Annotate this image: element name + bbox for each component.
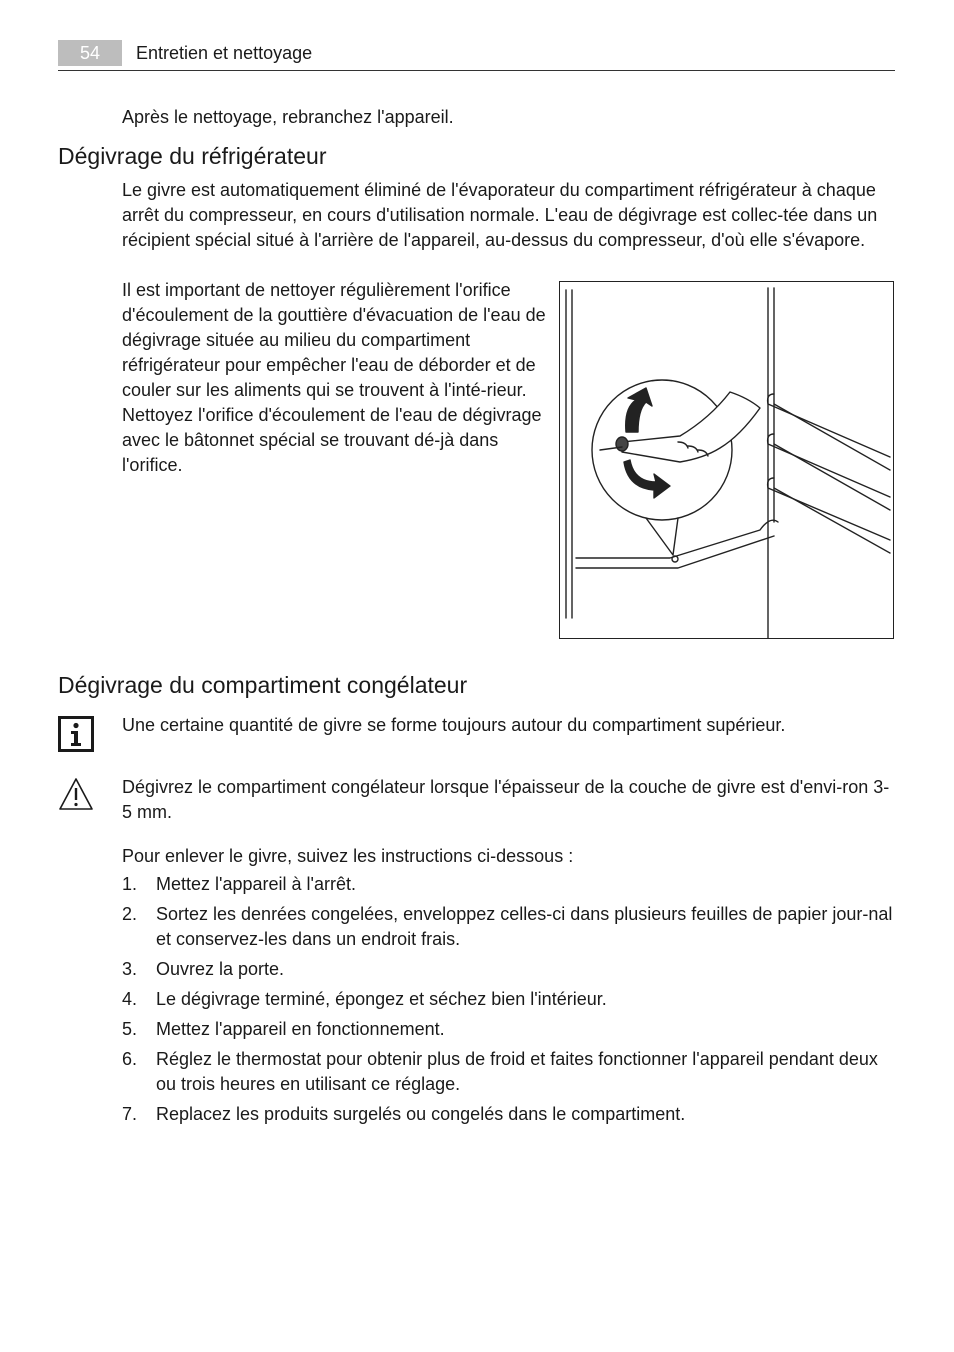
defrost-drain-illustration — [559, 281, 894, 639]
info-note-text: Une certaine quantité de givre se forme toujours autour du compartiment supérieur. — [122, 715, 786, 735]
step-number: 5. — [122, 1019, 138, 1039]
page-number: 54 — [58, 40, 122, 66]
list-item — [122, 1047, 894, 1097]
header-section-title: Entretien et nettoyage — [136, 43, 313, 63]
step-text: Mettez l'appareil en fonctionnement. — [156, 1019, 445, 1039]
step-number: 2. — [122, 904, 138, 924]
step-number: 3. — [122, 959, 138, 979]
step-number: 7. — [122, 1104, 138, 1124]
step-number: 6. — [122, 1049, 138, 1069]
step-text: Sortez les denrées congelées, enveloppez celles-ci dans plusieurs feuilles de papier jour-nal et conservez-les dans un endroit frais. — [156, 904, 893, 949]
list-item — [122, 1017, 894, 1042]
header-divider — [58, 70, 895, 71]
freezer-heading: Dégivrage du compartiment congélateur — [58, 672, 468, 698]
info-icon — [58, 716, 94, 752]
list-item — [122, 987, 894, 1012]
step-text: Ouvrez la porte. — [156, 959, 285, 979]
step-number: 4. — [122, 989, 138, 1009]
list-item — [122, 1102, 894, 1127]
warning-icon — [58, 776, 94, 812]
step-text: Replacez les produits surgelés ou congelés dans le compartiment. — [156, 1104, 686, 1124]
list-item — [122, 902, 894, 952]
fridge-paragraph-1: Le givre est automatiquement éliminé de l'évaporateur du compartiment réfrigérateur à chaque arrêt du compresseur, en cours d'utilisation normale. L'eau de dégivrage est collec-tée dans un récipient spécial situé à l'arrière de l'appareil, au-dessus du compresseur, d'où elle s'évapore. — [122, 180, 878, 250]
fridge-heading: Dégivrage du réfrigérateur — [58, 143, 327, 169]
step-text: Réglez le thermostat pour obtenir plus de froid et faites fonctionner l'appareil pendant deux ou trois heures en utilisant ce réglage. — [156, 1049, 878, 1094]
defrost-steps-list — [122, 872, 894, 1132]
step-text: Mettez l'appareil à l'arrêt. — [156, 874, 356, 894]
instructions-intro: Pour enlever le givre, suivez les instructions ci-dessous : — [122, 846, 574, 866]
list-item — [122, 872, 894, 897]
fridge-paragraph-2: Il est important de nettoyer régulièrement l'orifice d'écoulement de la gouttière d'évacuation de l'eau de dégivrage située au milieu du compartiment réfrigérateur pour empêcher l'eau de déborder et de couler sur les aliments qui se trouvent à l'inté-rieur. Nettoyez l'orifice d'écoulement de l'eau de dégivrage avec le bâtonnet spécial se trouvant dé-jà dans l'orifice. — [122, 280, 546, 475]
warning-note-text: Dégivrez le compartiment congélateur lorsque l'épaisseur de la couche de givre est d'envi-ron 3-5 mm. — [122, 777, 890, 822]
step-text: Le dégivrage terminé, épongez et séchez bien l'intérieur. — [156, 989, 607, 1009]
step-number: 1. — [122, 874, 138, 894]
list-item — [122, 957, 894, 982]
intro-text: Après le nettoyage, rebranchez l'appareil. — [122, 107, 454, 127]
